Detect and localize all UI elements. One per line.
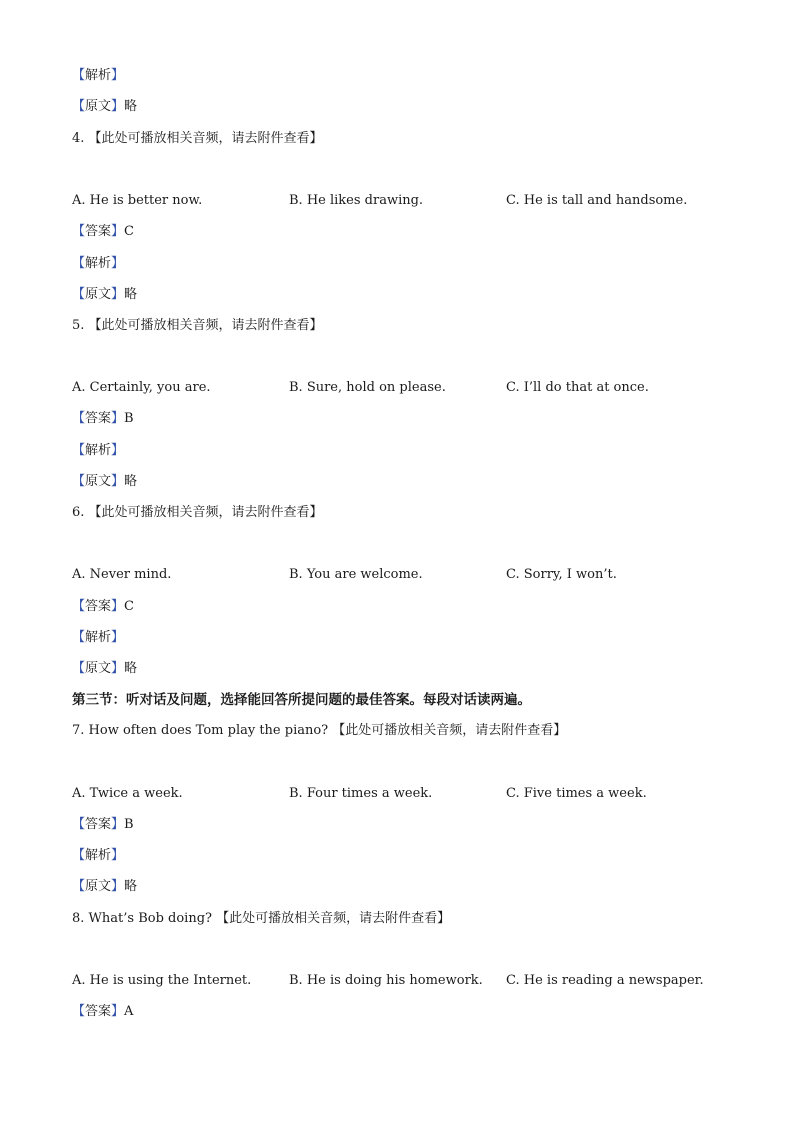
- question-6-stem: 6. 【此处可播放相关音频，请去附件查看】: [72, 505, 323, 520]
- section-heading: 第三节：听对话及问题，选择能回答所提问题的最佳答案。每段对话读两遍。: [72, 692, 531, 708]
- question-5-original: 【原文】略: [72, 474, 138, 489]
- question-7-stem: 7. How often does Tom play the piano? 【此处可播放相关音频，请去附件查看】: [72, 723, 567, 738]
- question-6-option-c: C. Sorry, I won’t.: [506, 567, 617, 582]
- question-5-answer: 【答案】B: [72, 411, 134, 426]
- question-6-option-a: A. Never mind.: [72, 567, 172, 582]
- question-7-prompt: How often does Tom play the piano?: [88, 723, 329, 738]
- question-6-analysis: 【解析】: [72, 630, 125, 645]
- question-7-option-b: B. Four times a week.: [289, 786, 433, 801]
- question-4-option-c: C. He is tall and handsome.: [506, 193, 688, 208]
- question-4-answer: 【答案】C: [72, 224, 134, 239]
- question-4-stem: 4. 【此处可播放相关音频，请去附件查看】: [72, 131, 323, 146]
- question-4-original: 【原文】略: [72, 287, 138, 302]
- analysis-label: 【解析】: [72, 68, 125, 83]
- audio-note: 【此处可播放相关音频，请去附件查看】: [332, 723, 567, 738]
- question-8-stem: 8. What’s Bob doing? 【此处可播放相关音频，请去附件查看】: [72, 911, 451, 926]
- question-4-option-b: B. He likes drawing.: [289, 193, 424, 208]
- question-5-analysis: 【解析】: [72, 443, 125, 458]
- question-7-answer: 【答案】B: [72, 817, 134, 832]
- question-4-option-a: A. He is better now.: [72, 193, 203, 208]
- original-text-line: 【原文】略: [72, 99, 138, 114]
- question-5-option-a: A. Certainly, you are.: [72, 380, 211, 395]
- question-8-option-b: B. He is doing his homework.: [289, 973, 483, 988]
- audio-note: 【此处可播放相关音频，请去附件查看】: [88, 318, 323, 333]
- audio-note: 【此处可播放相关音频，请去附件查看】: [88, 505, 323, 520]
- question-5-option-b: B. Sure, hold on please.: [289, 380, 446, 395]
- question-6-option-b: B. You are welcome.: [289, 567, 423, 582]
- question-7-option-a: A. Twice a week.: [72, 786, 183, 801]
- question-5-stem: 5. 【此处可播放相关音频，请去附件查看】: [72, 318, 323, 333]
- question-8-option-a: A. He is using the Internet.: [72, 973, 252, 988]
- audio-note: 【此处可播放相关音频，请去附件查看】: [216, 911, 451, 926]
- question-7-analysis: 【解析】: [72, 848, 125, 863]
- question-8-prompt: What’s Bob doing?: [88, 911, 212, 926]
- question-5-option-c: C. I’ll do that at once.: [506, 380, 649, 395]
- question-8-answer: 【答案】A: [72, 1004, 134, 1019]
- question-7-original: 【原文】略: [72, 879, 138, 894]
- question-7-option-c: C. Five times a week.: [506, 786, 647, 801]
- question-8-option-c: C. He is reading a newspaper.: [506, 973, 704, 988]
- question-4-analysis: 【解析】: [72, 256, 125, 271]
- question-6-answer: 【答案】C: [72, 599, 134, 614]
- question-6-original: 【原文】略: [72, 661, 138, 676]
- audio-note: 【此处可播放相关音频，请去附件查看】: [88, 131, 323, 146]
